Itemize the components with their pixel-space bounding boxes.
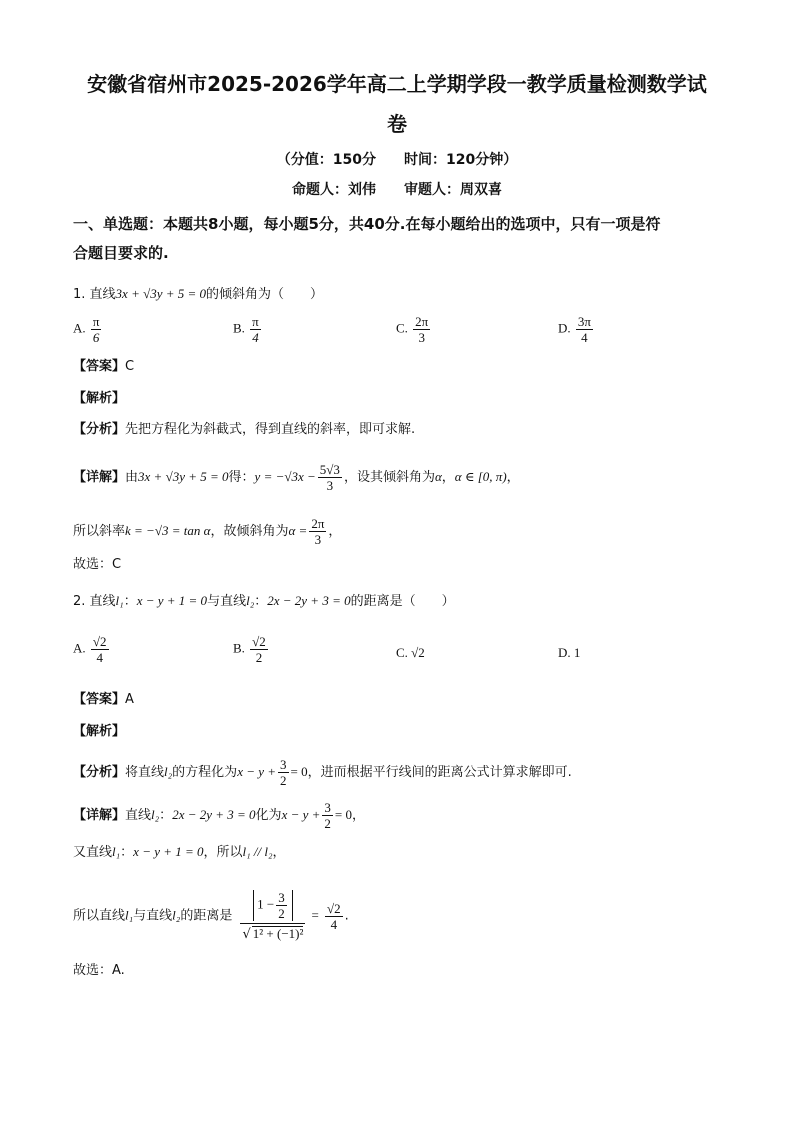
- q1-option-c: C. $\frac{2\pi}{3}$: [396, 314, 429, 345]
- exam-title-line2: 卷: [387, 112, 407, 136]
- q1-conclusion: 故选：C: [73, 557, 122, 572]
- q2-detail-3: 所以直线l₁与直线l₂的距离是 1 − $\frac{3}{2}$ √ 1² + (−1)² = $\frac{√2}{4}$ .: [73, 890, 349, 942]
- q2-fenxi: 【分析】将直线l₂的方程化为x − y + $\frac{3}{2}$ = 0，进而根据平行线间的距离公式计算求解即可.: [73, 757, 572, 788]
- q1-analysis-tag: 【解析】: [73, 391, 126, 406]
- q1-answer: 【答案】C: [73, 359, 135, 374]
- q2-detail-2: 又直线l₁：x − y + 1 = 0，所以l₁ // l₂，: [73, 844, 286, 860]
- distance-formula: 1 − $\frac{3}{2}$ √ 1² + (−1)²: [242, 890, 304, 942]
- q1-fenxi: 【分析】先把方程化为斜截式，得到直线的斜率，即可求解.: [73, 422, 416, 437]
- question-2-stem: 2. 直线l₁：x − y + 1 = 0与直线l₂：2x − 2y + 3 = 0的距离是（ ）: [73, 593, 455, 609]
- q2-option-a: A. $\frac{√2}{4}$: [73, 634, 107, 665]
- q2-answer: 【答案】A: [73, 692, 134, 707]
- q2-option-c: C. √2: [396, 645, 425, 660]
- q2-detail-1: 【详解】直线l₂：2x − 2y + 3 = 0化为x − y + $\frac{3}{2}$ = 0，: [73, 800, 366, 831]
- score-time-info: （分值：150分 时间：120分钟）: [276, 152, 518, 168]
- q1-option-b: B. $\frac{\pi}{4}$: [233, 314, 259, 345]
- q1-slope: 所以斜率k = −√3 = tan α，故倾斜角为α = $\frac{2\pi}{3}$ ，: [73, 516, 342, 547]
- q2-analysis-tag: 【解析】: [73, 724, 126, 739]
- q1-equation: 3x + √3y + 5 = 0: [115, 286, 207, 301]
- question-1-stem: 1. 直线3x + √3y + 5 = 0的倾斜角为（ ）: [73, 286, 324, 302]
- q2-option-b: B. $\frac{√2}{2}$: [233, 634, 266, 665]
- q1-detail: 【详解】由3x + √3y + 5 = 0得：y = −√3x − $\frac{5√3}{3}$ ，设其倾斜角为α，α ∈ [0, π)，: [73, 462, 520, 493]
- section-heading-line2: 合题目要求的.: [73, 244, 169, 262]
- authors-info: 命题人：刘伟 审题人：周双喜: [292, 182, 502, 198]
- q2-option-d: D. 1: [558, 645, 581, 660]
- q2-conclusion: 故选：A.: [73, 963, 125, 978]
- exam-title-line1: 安徽省宿州市2025-2026学年高二上学期学段一教学质量检测数学试: [87, 72, 707, 96]
- q1-option-a: A. $\frac{\pi}{6}$: [73, 314, 100, 345]
- section-heading-line1: 一、单选题：本题共8小题，每小题5分，共40分.在每小题给出的选项中，只有一项是符: [73, 215, 661, 233]
- q1-option-d: D. $\frac{3\pi}{4}$: [558, 314, 591, 345]
